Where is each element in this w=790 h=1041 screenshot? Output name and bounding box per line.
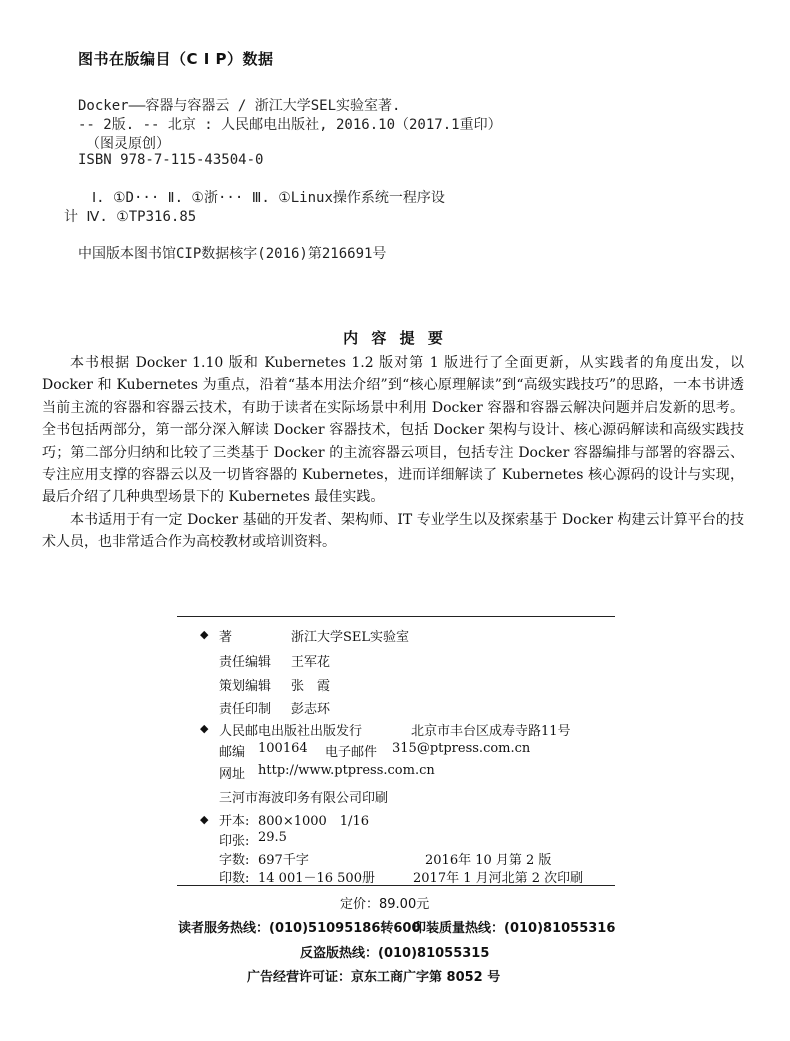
postcode-label: 邮编 [219,745,246,760]
diamond-bullet-icon: ◆ [200,813,209,826]
cip-heading: 图书在版编目（C I P）数据 [78,50,274,68]
email-value: 315@ptpress.com.cn [392,741,531,756]
planner-label: 策划编辑 [219,679,272,694]
diamond-bullet-icon: ◆ [200,628,209,641]
copies-value: 14 001－16 500册 [258,871,375,886]
words-label: 字数: [219,853,250,868]
print-supervisor-label: 责任印制 [219,702,272,717]
bottom-divider [177,885,615,886]
cip-line-title: Docker——容器与容器云 / 浙江大学SEL实验室著. [78,98,401,114]
website-value: http://www.ptpress.com.cn [258,763,435,778]
print-quality-hotline: 印装质量热线：(010)81055316 [413,921,616,936]
cip-line-series: （图灵原创） [86,136,170,152]
website-label: 网址 [219,767,246,782]
author-label: 著 [219,630,233,645]
editor-value: 王军花 [291,655,331,670]
format-value: 800×1000 1/16 [258,814,369,829]
edition-date: 2016年 10 月第 2 版 [425,853,552,868]
copies-label: 印数: [219,871,250,886]
abstract-paragraph-2: 本书适用于有一定 Docker 基础的开发者、架构师、IT 专业学生以及探索基于 Docker 构建云计算平台的技术人员，也非常适合作为高校教材或培训资料。 [42,511,744,551]
price: 定价：89.00元 [340,897,430,912]
publisher-address: 北京市丰台区成寿寺路11号 [411,724,571,739]
print-supervisor-value: 彭志环 [291,702,331,717]
advertising-license: 广告经营许可证：京东工商广字第 8052 号 [247,970,501,985]
anti-piracy-hotline: 反盗版热线：(010)81055315 [300,946,490,961]
cip-line-classification-cont: 计 Ⅳ. ①TP316.85 [64,209,197,225]
planner-value: 张 霞 [291,679,331,694]
sheets-value: 29.5 [258,830,287,845]
printer: 三河市海波印务有限公司印刷 [219,791,389,806]
postcode-value: 100164 [258,741,308,756]
top-divider [177,616,615,617]
abstract-body [42,352,744,554]
cip-line-classification: Ⅰ. ①D··· Ⅱ. ①浙··· Ⅲ. ①Linux操作系统一程序设 [92,190,445,206]
diamond-bullet-icon: ◆ [200,722,209,735]
printing-date: 2017年 1 月河北第 2 次印刷 [413,871,584,886]
reader-service-hotline: 读者服务热线：(010)51095186转600 [178,921,421,936]
author-value: 浙江大学SEL实验室 [291,630,410,645]
publisher: 人民邮电出版社出版发行 [219,724,363,739]
format-label: 开本: [219,814,250,829]
abstract-paragraph-1: 本书根据 Docker 1.10 版和 Kubernetes 1.2 版对第 1 版进行了全面更新，从实践者的角度出发，以 Docker 和 Kubernetes 为重点，沿着“基本用法介绍”到“核心原理解读”到“高级实践技巧”的思路，一本书讲透当前主流的容器和容器云技术，有助于读者在实际场景中利用 Docker 容器和容器云解决问题并启发新的思考。全书包括两部分，第一部分深入解读 Docker 容器技术，包括 Docker 架构与设计、核心源码解读和高级实践技巧；第二部分归纳和比较了三类基于 Docker 的主流容器云项目，包括专注 Docker 容器编排与部署的容器云、专注应用支撑的容器云以及一切皆容器的 Kubernetes，进而详细解读了 Kubernetes 核心源码的设计与实现，最后介绍了几种典型场景下的 Kubernetes 最佳实践。 [42,355,744,506]
words-value: 697千字 [258,853,309,868]
cip-line-data-number: 中国版本图书馆CIP数据核字(2016)第216691号 [78,246,387,262]
abstract-heading: 内 容 提 要 [343,329,447,347]
sheets-label: 印张: [219,834,250,849]
email-label: 电子邮件 [325,745,378,760]
cip-line-isbn: ISBN 978-7-115-43504-0 [78,152,264,168]
cip-line-edition: -- 2版. -- 北京 : 人民邮电出版社, 2016.10（2017.1重印） [78,117,502,133]
editor-label: 责任编辑 [219,655,272,670]
